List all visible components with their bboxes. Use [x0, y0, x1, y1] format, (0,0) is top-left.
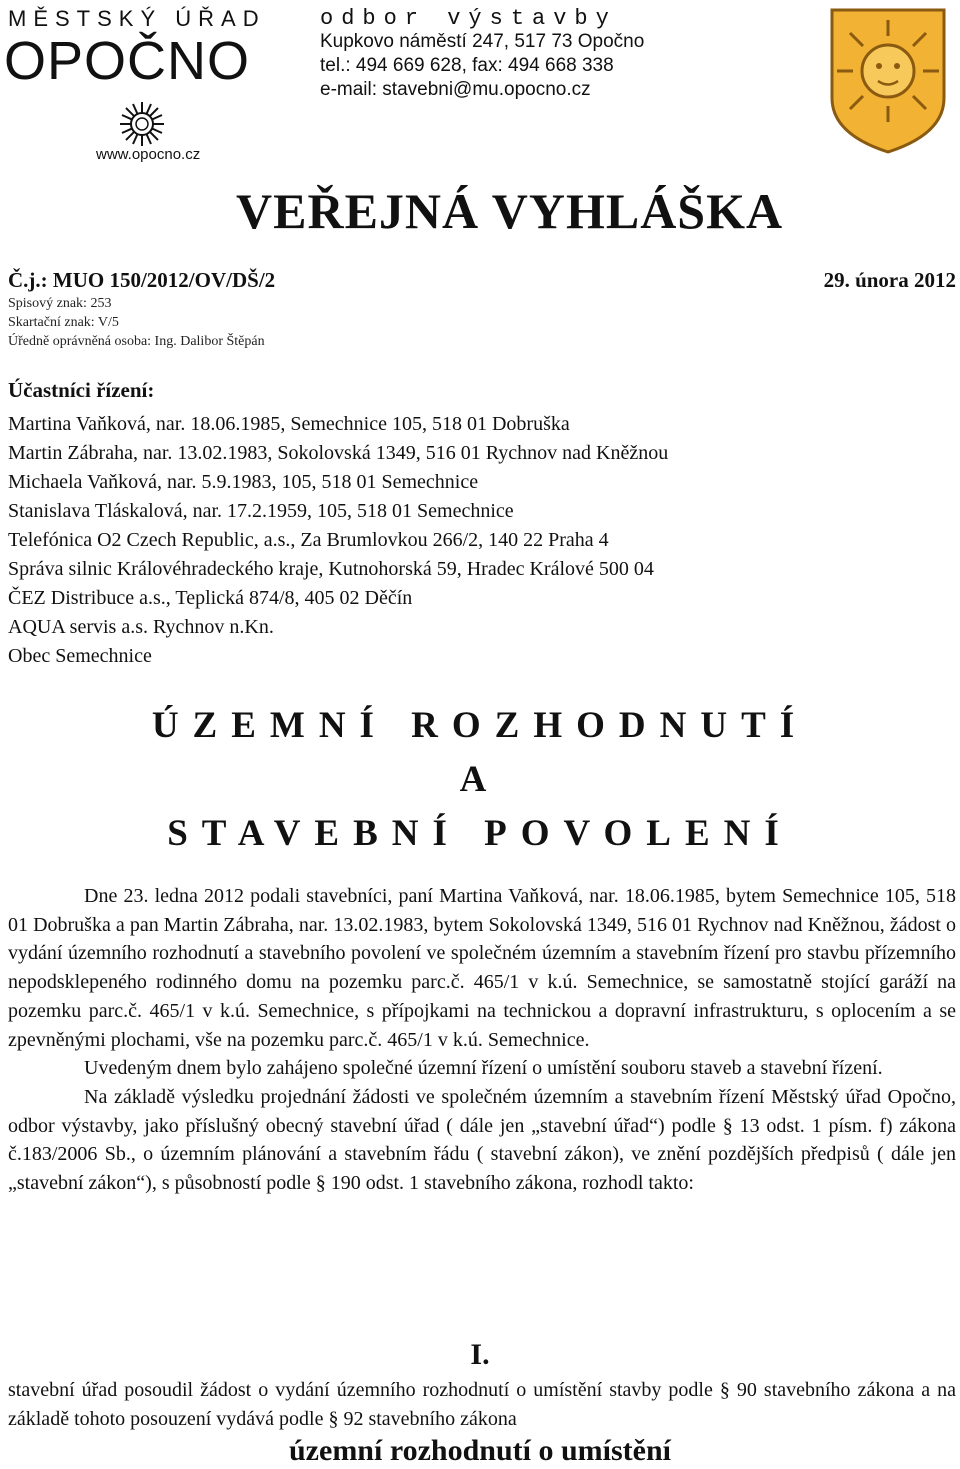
body-paragraph: Uvedeným dnem bylo zahájeno společné územní řízení o umístění souboru staveb a stavební řízení. — [84, 1057, 883, 1080]
website-link[interactable]: www.opocno.cz — [96, 146, 201, 163]
body-text — [8, 882, 956, 1198]
participant-item: ČEZ Distribuce a.s., Teplická 874/8, 405 02 Děčín — [8, 587, 413, 609]
participant-item: Stanislava Tláskalová, nar. 17.2.1959, 105, 518 01 Semechnice — [8, 500, 514, 522]
authorized-official: Úředně oprávněná osoba: Ing. Dalibor Štěpán — [8, 334, 265, 349]
department-name: odbor výstavby — [320, 6, 617, 31]
shredding-mark: Skartační znak: V/5 — [8, 315, 119, 330]
participants-title: Účastníci řízení: — [8, 378, 155, 402]
office-address: Kupkovo náměstí 247, 517 73 Opočno — [320, 31, 645, 52]
participant-item: AQUA servis a.s. Rychnov n.Kn. — [8, 616, 274, 638]
office-email[interactable]: e-mail: stavebni@mu.opocno.cz — [320, 79, 591, 100]
sun-icon — [118, 100, 166, 148]
reference-number: Č.j.: MUO 150/2012/OV/DŠ/2 — [8, 268, 276, 292]
office-phone-fax: tel.: 494 669 628, fax: 494 668 338 — [320, 55, 614, 76]
document-date: 29. února 2012 — [823, 268, 956, 292]
body-paragraph: Na základě výsledku projednání žádosti ve společném územním a stavebním řízení Městský úřad Opočno, odbor výstavby, jako příslušný obecný stavební úřad ( dále jen „stavební úřad“) podle § 13 odst. 1 písm. f) zákona č.183/2006 Sb., o územním plánování a stavebním řádu ( stavební zákon), ve znění pozdějších předpisů ( dále jen „stavební zákon“), s působností podle § 190 odst. 1 stavebního zákona, rozhodl takto: — [8, 1085, 956, 1195]
participant-item: Martin Zábraha, nar. 13.02.1983, Sokolovská 1349, 516 01 Rychnov nad Kněžnou — [8, 442, 669, 464]
participant-item: Obec Semechnice — [8, 645, 152, 667]
participant-item: Michaela Vaňková, nar. 5.9.1983, 105, 518 01 Semechnice — [8, 471, 479, 493]
participants-list — [8, 410, 668, 671]
participant-item: Správa silnic Královéhradeckého kraje, Kutnohorská 59, Hradec Králové 500 04 — [8, 558, 654, 580]
notice-title: VEŘEJNÁ VYHLÁŠKA — [236, 183, 784, 239]
office-title: MĚSTSKÝ ÚŘAD — [8, 6, 266, 31]
decision-heading-line1: ÚZEMNÍ ROZHODNUTÍ — [151, 705, 809, 746]
file-mark: Spisový znak: 253 — [8, 296, 112, 311]
decision-heading-line2: A — [459, 759, 501, 800]
participant-item: Telefónica O2 Czech Republic, a.s., Za Brumlovkou 266/2, 140 22 Praha 4 — [8, 529, 609, 551]
section-text: stavební úřad posoudil žádost o vydání územního rozhodnutí o umístění stavby podle § 90 stavebního zákona a na základě tohoto posouzení vydává podle § 92 stavebního zákona — [8, 1379, 956, 1430]
section-title: územní rozhodnutí o umístění — [289, 1434, 671, 1467]
participant-item: Martina Vaňková, nar. 18.06.1985, Semechnice 105, 518 01 Dobruška — [8, 413, 570, 435]
body-paragraph: Dne 23. ledna 2012 podali stavebníci, paní Martina Vaňková, nar. 18.06.1985, bytem Semechnice 105, 518 01 Dobruška a pan Martin Zábraha, nar. 13.02.1983, bytem Sokolovská 1349, 516 01 Rychnov nad Kněžnou, žádost o vydání územního rozhodnutí a stavebního povolení ve společném územním a stavebním řízení pro stavbu přízemního nepodsklepeného rodinného domu na pozemku parc.č. 465/1 v k.ú. Semechnice, se samostatně stojící garáží na pozemku parc.č. 465/1 v k.ú. Semechnice, s přípojkami na technickou a dopravní infrastrukturu, s oplocením a se zpevněnými plochami, vše na pozemku parc.č. 465/1 v k.ú. Semechnice. — [8, 885, 956, 1051]
town-name: OPOČNO — [4, 31, 251, 91]
decision-heading-line3: STAVEBNÍ POVOLENÍ — [167, 813, 793, 854]
coat-of-arms-icon — [828, 6, 948, 156]
section-number: I. — [470, 1338, 490, 1371]
